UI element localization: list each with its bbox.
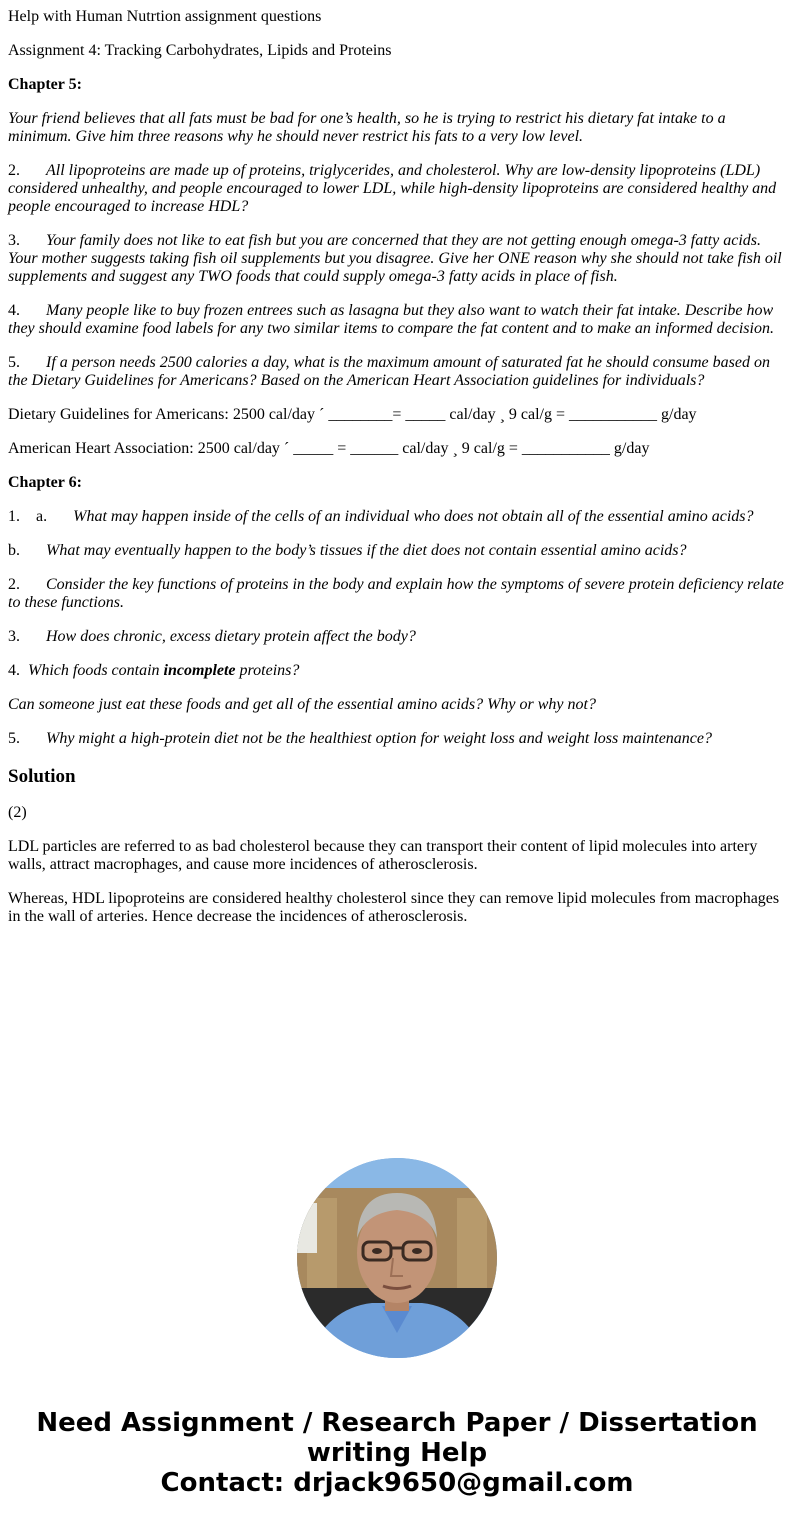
solution-reference: (2) bbox=[8, 804, 27, 821]
assignment-title: Assignment 4: Tracking Carbohydrates, Lipids and Proteins bbox=[8, 42, 392, 59]
solution-paragraph-2: Whereas, HDL lipoproteins are considered healthy cholesterol since they can remove lipid molecules from macrophages in the wall of arteries. Hence decrease the incidences of atherosclerosis. bbox=[8, 890, 780, 925]
person-portrait-icon bbox=[297, 1158, 497, 1358]
question-number: 1. bbox=[8, 508, 20, 525]
ch6-question-1a bbox=[8, 508, 786, 526]
emphasis-incomplete: incomplete bbox=[163, 662, 236, 679]
ch6-question-1b bbox=[8, 542, 786, 560]
chapter5-heading: Chapter 5: bbox=[8, 76, 82, 93]
question-text: What may happen inside of the cells of an individual who does not obtain all of the essential amino acids? bbox=[73, 508, 754, 525]
question-text: Your family does not like to eat fish but you are concerned that they are not getting enough omega-3 fatty acids. Your mother suggests taking fish oil supplements but you disagree. Give her ONE reason why she should not take fish oil supplements and suggest any TWO foods that could supply omega-3 fatty acids in place of fish. bbox=[8, 232, 782, 285]
ch6-question-2 bbox=[8, 576, 786, 612]
promo-contact: Contact: drjack9650@gmail.com bbox=[160, 1468, 634, 1498]
question-text: Why might a high-protein diet not be the healthiest option for weight loss and weight loss maintenance? bbox=[46, 730, 713, 747]
question-text: How does chronic, excess dietary protein affect the body? bbox=[46, 628, 416, 645]
question-text: Many people like to buy frozen entrees such as lasagna but they also want to watch their fat intake. Describe how they should examine food labels for any two similar items to compare the fat content and to make an informed decision. bbox=[8, 302, 774, 337]
question-text: If a person needs 2500 calories a day, what is the maximum amount of saturated fat he should consume based on the Dietary Guidelines for Americans? Based on the American Heart Association guidelines for individuals? bbox=[8, 354, 770, 389]
question-letter: a. bbox=[36, 508, 48, 525]
ch5-question-5 bbox=[8, 354, 786, 390]
promo-line-2: writing Help bbox=[306, 1438, 488, 1468]
ch6-question-4-followup: Can someone just eat these foods and get all of the essential amino acids? Why or why not? bbox=[8, 696, 596, 713]
document bbox=[0, 8, 794, 1498]
ch6-question-3 bbox=[8, 628, 786, 646]
question-text: Which foods contain bbox=[28, 662, 164, 679]
page-title: Help with Human Nutrtion assignment questions bbox=[8, 8, 322, 25]
ch5-question-3 bbox=[8, 232, 786, 286]
ch5-question-1: Your friend believes that all fats must be bad for one’s health, so he is trying to restrict his dietary fat intake to a minimum. Give him three reasons why he should never restrict his fats to a very low level. bbox=[8, 110, 726, 145]
question-number: 2. bbox=[8, 162, 20, 179]
ch6-question-5 bbox=[8, 730, 786, 748]
ch5-question-4 bbox=[8, 302, 786, 338]
question-number: 2. bbox=[8, 576, 20, 593]
question-number: 5. bbox=[8, 730, 20, 747]
question-number: 4. bbox=[8, 662, 20, 679]
question-number: 3. bbox=[8, 232, 20, 249]
question-text: Consider the key functions of proteins in the body and explain how the symptoms of severe protein deficiency relate to these functions. bbox=[8, 576, 784, 611]
solution-heading: Solution bbox=[8, 766, 76, 787]
solution-paragraph-1: LDL particles are referred to as bad cholesterol because they can transport their content of lipid molecules into artery walls, attract macrophages, and cause more incidences of atherosclerosis. bbox=[8, 838, 758, 873]
promo-banner bbox=[8, 1408, 786, 1498]
promo-line-1: Need Assignment / Research Paper / Dissertation bbox=[36, 1408, 758, 1438]
author-avatar bbox=[297, 1158, 497, 1358]
author-photo-container bbox=[8, 1158, 786, 1358]
question-number: 4. bbox=[8, 302, 20, 319]
chapter6-heading: Chapter 6: bbox=[8, 474, 82, 491]
ch5-question-2 bbox=[8, 162, 786, 216]
dga-calculation-line: Dietary Guidelines for Americans: 2500 cal/day ´ ________= _____ cal/day ¸ 9 cal/g = ___________ g/day bbox=[8, 406, 697, 423]
question-number: 3. bbox=[8, 628, 20, 645]
question-text: proteins? bbox=[235, 662, 300, 679]
aha-calculation-line: American Heart Association: 2500 cal/day ´ _____ = ______ cal/day ¸ 9 cal/g = ___________ g/day bbox=[8, 440, 650, 457]
question-number: 5. bbox=[8, 354, 20, 371]
question-text: All lipoproteins are made up of proteins, triglycerides, and cholesterol. Why are low-density lipoproteins (LDL) considered unhealthy, and people encouraged to lower LDL, while high-density lipoproteins are considered healthy and people encouraged to increase HDL? bbox=[8, 162, 777, 215]
ch6-question-4 bbox=[8, 662, 786, 680]
question-text: What may eventually happen to the body’s tissues if the diet does not contain essential amino acids? bbox=[46, 542, 687, 559]
question-letter: b. bbox=[8, 542, 20, 559]
